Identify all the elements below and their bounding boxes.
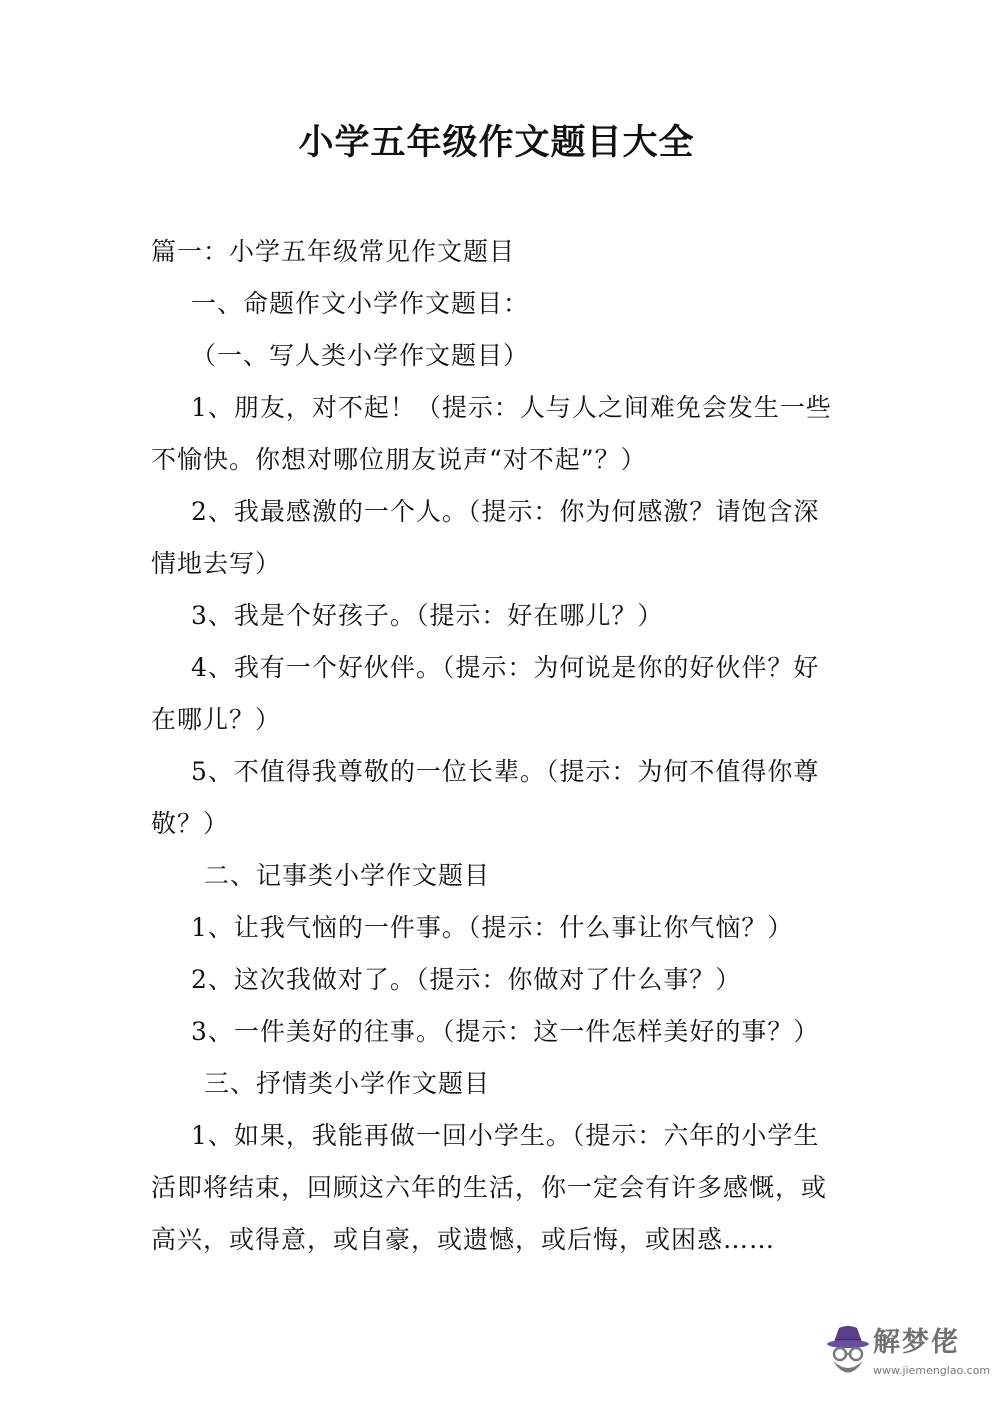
paragraph: 3、我是个好孩子。（提示：好在哪儿？） xyxy=(191,601,664,630)
paragraph: 三、抒情类小学作文题目 xyxy=(204,1069,491,1098)
watermark-site-url: www.jiemenglao.com xyxy=(873,1364,991,1377)
paragraph: （一、写人类小学作文题目） xyxy=(191,341,530,370)
paragraph: 二、记事类小学作文题目 xyxy=(204,861,491,890)
paragraph: 2、这次我做对了。（提示：你做对了什么事？） xyxy=(191,965,742,994)
fortune-teller-hat-glasses-icon xyxy=(825,1322,871,1384)
paragraph: 2、我最感激的一个人。（提示：你为何感激？请饱含深情地去写） xyxy=(151,497,820,578)
paragraph: 篇一：小学五年级常见作文题目 xyxy=(151,237,516,266)
paragraph: 3、一件美好的往事。（提示：这一件怎样美好的事？） xyxy=(191,1017,820,1046)
paragraph: 5、不值得我尊敬的一位长辈。（提示：为何不值得你尊敬？） xyxy=(151,757,820,838)
paragraph: 1、让我气恼的一件事。（提示：什么事让你气恼？） xyxy=(191,913,794,942)
document-body xyxy=(151,226,841,1266)
paragraph: 1、朋友，对不起！（提示：人与人之间难免会发生一些不愉快。你想对哪位朋友说声“对不起”？） xyxy=(151,393,832,474)
paragraph: 一、命题作文小学作文题目： xyxy=(191,289,530,318)
paragraph: 4、我有一个好伙伴。（提示：为何说是你的好伙伴？好在哪儿？） xyxy=(151,653,820,734)
site-watermark xyxy=(825,1322,991,1392)
paragraph: 1、如果，我能再做一回小学生。（提示：六年的小学生活即将结束，回顾这六年的生活，你一定会有许多感慨，或高兴，或得意，或自豪，或遗憾，或后悔，或困惑…… xyxy=(151,1121,828,1254)
document-title: 小学五年级作文题目大全 xyxy=(298,122,695,163)
watermark-site-name: 解梦佬 xyxy=(873,1327,960,1358)
